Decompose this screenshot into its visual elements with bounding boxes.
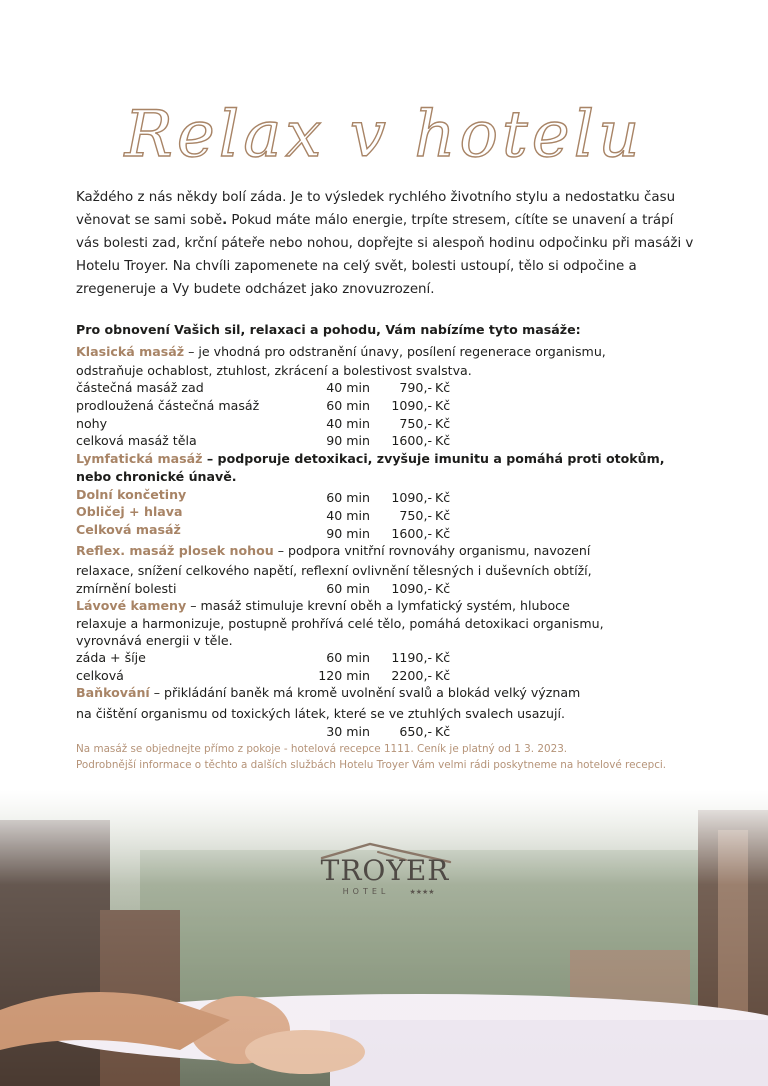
currency: Kč: [435, 650, 451, 665]
price: 650,-: [399, 724, 432, 739]
price: 790,-: [399, 380, 432, 395]
script-title: [0, 48, 768, 198]
svg-text:TROYER: TROYER: [320, 854, 450, 887]
cupping-desc-2: na čištění organismu od toxických látek, které se ve ztuhlých svalech usazují.: [76, 706, 566, 721]
currency: Kč: [435, 433, 451, 448]
lymph-desc-2: nebo chronické únavě.: [76, 469, 237, 484]
currency: Kč: [435, 416, 451, 431]
duration: 90 min: [326, 433, 370, 448]
currency: Kč: [435, 508, 451, 523]
price-row: záda + šíje: [76, 650, 146, 665]
currency: Kč: [435, 581, 451, 596]
price-row: částečná masáž zad: [76, 380, 204, 395]
price-row: prodloužená částečná masáž: [76, 398, 260, 413]
price: 2200,-: [391, 668, 432, 683]
classic-desc-2: odstraňuje ochablost, ztuhlost, zkrácení a bolestivost svalstva.: [76, 363, 472, 378]
price: 1190,-: [391, 650, 432, 665]
lava-desc-3: vyrovnává energii v těle.: [76, 633, 233, 648]
price: 1090,-: [391, 398, 432, 413]
menu-heading: Pro obnovení Vašich sil, relaxaci a pohodu, Vám nabízíme tyto masáže:: [76, 322, 581, 337]
cupping-desc-1: Baňkování – přikládání baněk má kromě uvolnění svalů a blokád velký význam: [76, 685, 581, 700]
duration: 60 min: [326, 581, 370, 596]
duration: 40 min: [326, 416, 370, 431]
price-row: nohy: [76, 416, 108, 431]
intro-paragraph: Každého z nás někdy bolí záda. Je to výsledek rychlého životního stylu a nedostatku času věnovat se sami sobě. Pokud máte málo energie, trpíte stresem, cítíte se unavení a trápí vás bolesti zad, krční páteře nebo nohou, dopřejte si alespoň hodinu odpočinku při masáži v Hotelu Troyer. Na chvíli zapomenete na celý svět, bolesti ustoupí, tělo si odpočine a zregeneruje a Vy budete odcházet jako znovuzrození.: [76, 190, 694, 297]
duration: 60 min: [326, 490, 370, 505]
lava-desc-1: Lávové kameny – masáž stimuluje krevní oběh a lymfatický systém, hluboce: [76, 598, 570, 613]
price-row: Celková masáž: [76, 522, 181, 537]
currency: Kč: [435, 398, 451, 413]
price: 1600,-: [391, 433, 432, 448]
duration: 40 min: [326, 508, 370, 523]
reflex-desc-1: Reflex. masáž plosek nohou – podpora vnitřní rovnováhy organismu, navození: [76, 543, 591, 558]
lymph-desc-1: Lymfatická masáž – podporuje detoxikaci, zvyšuje imunitu a pomáhá proti otokům,: [76, 451, 665, 466]
price: 1090,-: [391, 490, 432, 505]
reflex-desc-3: zmírnění bolesti: [76, 581, 177, 596]
duration: 60 min: [326, 650, 370, 665]
price-row: Dolní končetiny: [76, 487, 187, 502]
duration: 120 min: [318, 668, 370, 683]
duration: 90 min: [326, 526, 370, 541]
duration: 40 min: [326, 380, 370, 395]
troyer-hotel-logo: [300, 838, 470, 898]
price-row: celková masáž těla: [76, 433, 197, 448]
currency: Kč: [435, 490, 451, 505]
currency: Kč: [435, 668, 451, 683]
classic-desc-1: Klasická masáž – je vhodná pro odstranění únavy, posílení regenerace organismu,: [76, 344, 606, 359]
price: 750,-: [399, 508, 432, 523]
booking-note: Na masáž se objednejte přímo z pokoje - hotelová recepce 1111. Ceník je platný od 1 3. 2023. Podrobnější informace o těchto a dalších službách Hotelu Troyer Vám velmi rádi poskytneme na hotelové recepci.: [76, 743, 667, 771]
price: 1090,-: [391, 581, 432, 596]
duration: 60 min: [326, 398, 370, 413]
svg-text:★★★★: ★★★★: [409, 888, 435, 896]
svg-text:HOTEL: HOTEL: [342, 887, 390, 896]
price-row: celková: [76, 668, 124, 683]
price-row: Obličej + hlava: [76, 504, 183, 519]
currency: Kč: [435, 526, 451, 541]
reflex-desc-2: relaxace, snížení celkového napětí, reflexní ovlivnění tělesných i duševních obtíží,: [76, 563, 592, 578]
currency: Kč: [435, 724, 451, 739]
currency: Kč: [435, 380, 451, 395]
spa-photo: [0, 790, 768, 1086]
price: 1600,-: [391, 526, 432, 541]
lava-desc-2: relaxuje a harmonizuje, postupně prohřívá celé tělo, pomáhá detoxikaci organismu,: [76, 616, 604, 631]
duration: 30 min: [326, 724, 370, 739]
title-text: Relax v hotelu: [124, 98, 644, 172]
price: 750,-: [399, 416, 432, 431]
